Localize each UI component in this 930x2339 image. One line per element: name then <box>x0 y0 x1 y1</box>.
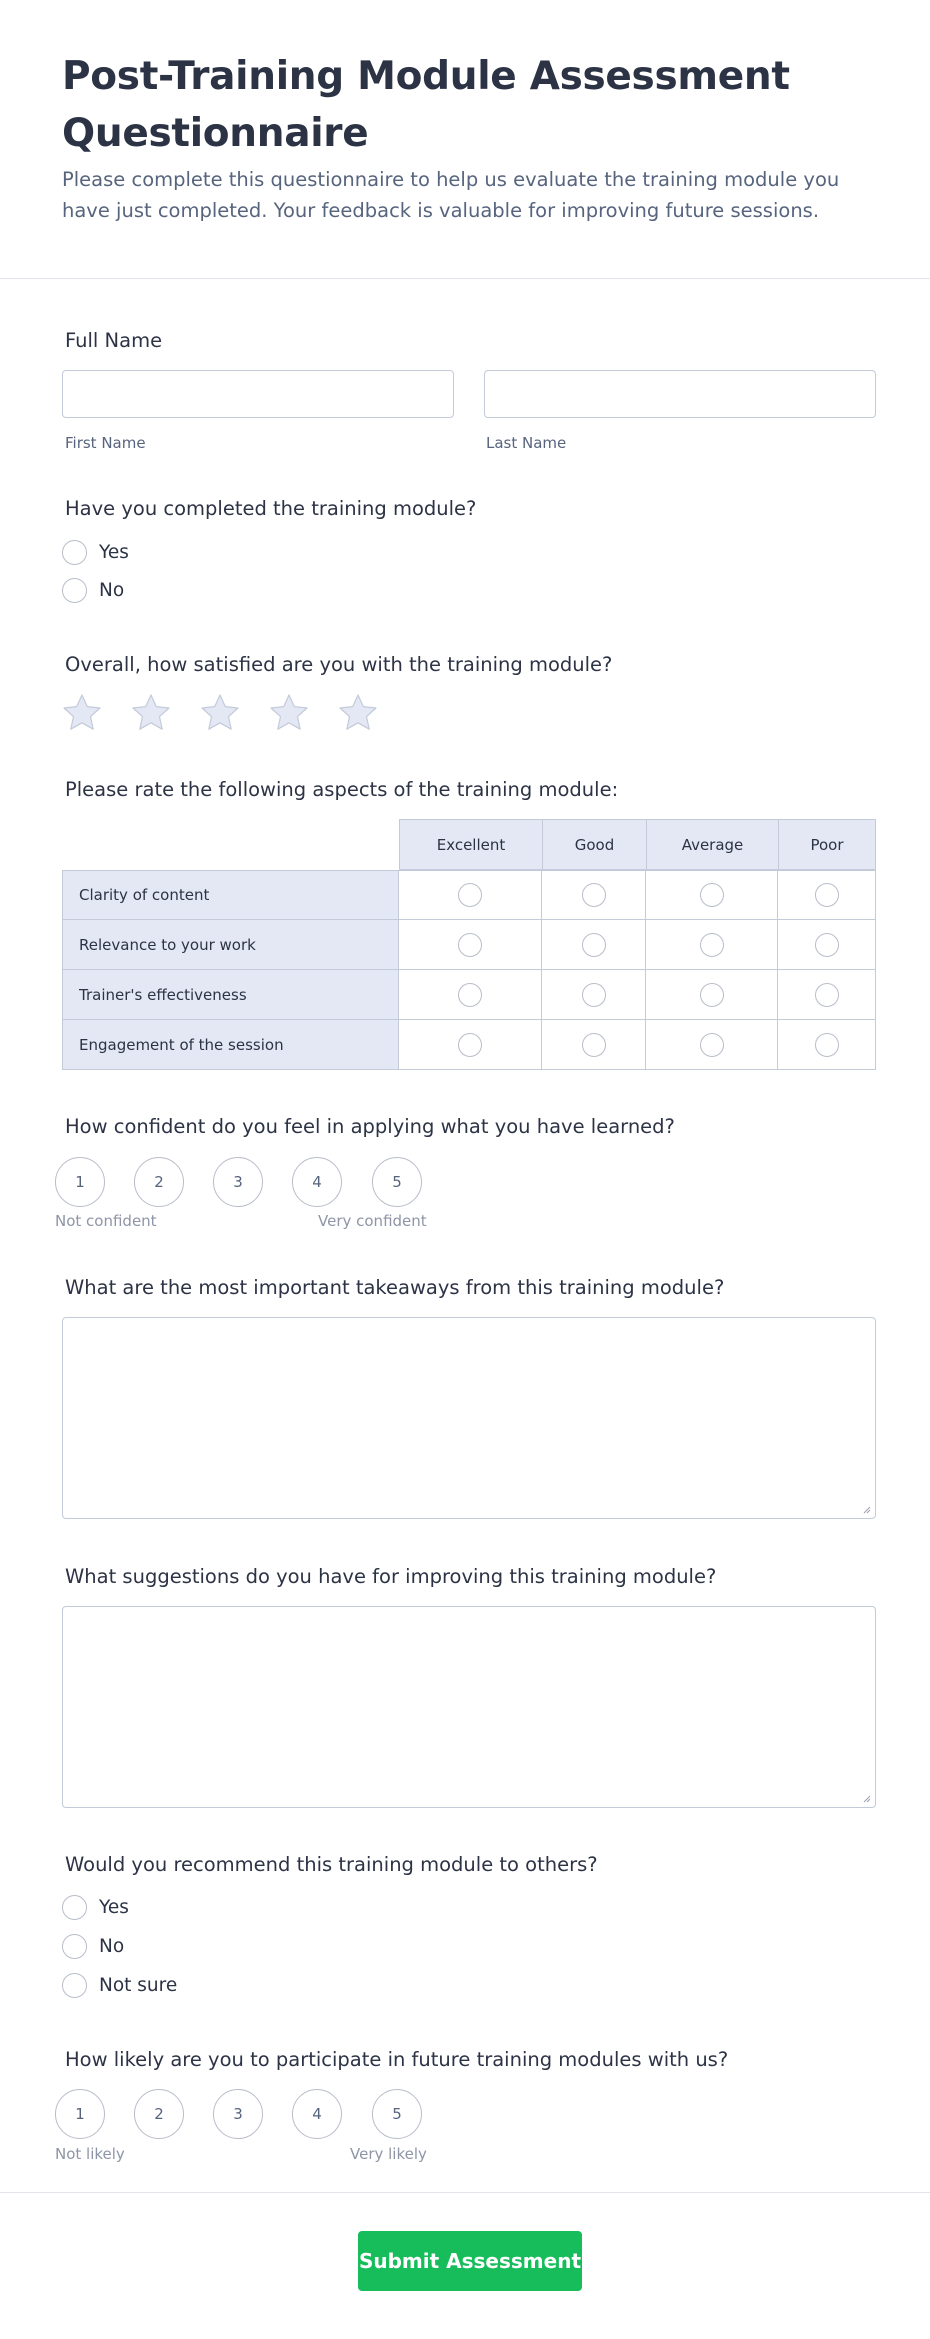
matrix-radio-relevance-average[interactable] <box>700 933 724 957</box>
completed-question-label: Have you completed the training module? <box>65 497 477 520</box>
recommend-option-no[interactable] <box>62 1933 124 1959</box>
future-scale-2[interactable]: 2 <box>134 2089 184 2139</box>
confidence-scale-2[interactable]: 2 <box>134 1157 184 1207</box>
option-label: Yes <box>99 1896 129 1918</box>
matrix-cell <box>399 920 542 970</box>
radio-button[interactable] <box>62 1895 87 1920</box>
completed-option-yes[interactable] <box>62 539 129 565</box>
star-icon[interactable] <box>62 693 102 733</box>
matrix-row-label: Engagement of the session <box>62 1020 399 1070</box>
radio-button[interactable] <box>62 1934 87 1959</box>
matrix-radio-clarity-excellent[interactable] <box>458 883 482 907</box>
matrix-cell <box>646 970 778 1020</box>
matrix-column-average: Average <box>646 819 778 870</box>
matrix-radio-relevance-excellent[interactable] <box>458 933 482 957</box>
matrix-radio-engagement-excellent[interactable] <box>458 1033 482 1057</box>
matrix-row-label: Trainer's effectiveness <box>62 970 399 1020</box>
radio-button[interactable] <box>62 540 87 565</box>
future-max-caption: Very likely <box>350 2145 427 2163</box>
radio-button[interactable] <box>62 578 87 603</box>
matrix-radio-engagement-poor[interactable] <box>815 1033 839 1057</box>
matrix-row-label: Clarity of content <box>62 870 399 920</box>
confidence-max-caption: Very confident <box>318 1212 427 1230</box>
first-name-input[interactable] <box>62 370 454 418</box>
option-label: Not sure <box>99 1974 178 1996</box>
matrix-cell <box>778 970 876 1020</box>
matrix-column-excellent: Excellent <box>399 819 542 870</box>
recommend-option-yes[interactable] <box>62 1894 129 1920</box>
future-scale-1[interactable]: 1 <box>55 2089 105 2139</box>
matrix-cell <box>399 1020 542 1070</box>
matrix-column-good: Good <box>542 819 646 870</box>
suggestions-textarea[interactable] <box>62 1606 876 1808</box>
star-icon[interactable] <box>131 693 171 733</box>
matrix-radio-engagement-average[interactable] <box>700 1033 724 1057</box>
page-title: Post-Training Module Assessment Questionnaire <box>62 54 790 156</box>
future-scale-4[interactable]: 4 <box>292 2089 342 2139</box>
future-scale-3[interactable]: 3 <box>213 2089 263 2139</box>
resize-grip-icon[interactable] <box>861 1793 871 1803</box>
matrix-radio-trainer-good[interactable] <box>582 983 606 1007</box>
page-subtitle: Please complete this questionnaire to help us evaluate the training module you have just completed. Your feedback is valuable for improving future sessions. <box>62 168 840 222</box>
matrix-radio-relevance-poor[interactable] <box>815 933 839 957</box>
matrix-radio-clarity-average[interactable] <box>700 883 724 907</box>
confidence-question-label: How confident do you feel in applying what you have learned? <box>65 1115 675 1138</box>
last-name-input[interactable] <box>484 370 876 418</box>
matrix-cell <box>778 1020 876 1070</box>
matrix-cell <box>542 920 646 970</box>
satisfaction-question-label: Overall, how satisfied are you with the training module? <box>65 653 613 676</box>
recommend-option-not-sure[interactable] <box>62 1972 177 1998</box>
matrix-radio-trainer-excellent[interactable] <box>458 983 482 1007</box>
suggestions-question-label: What suggestions do you have for improving this training module? <box>65 1565 717 1588</box>
matrix-cell <box>399 870 542 920</box>
matrix-radio-relevance-good[interactable] <box>582 933 606 957</box>
first-name-sublabel: First Name <box>65 434 146 452</box>
matrix-cell <box>778 870 876 920</box>
confidence-scale-3[interactable]: 3 <box>213 1157 263 1207</box>
matrix-column-poor: Poor <box>778 819 876 870</box>
last-name-sublabel: Last Name <box>486 434 567 452</box>
confidence-scale-4[interactable]: 4 <box>292 1157 342 1207</box>
matrix-radio-clarity-good[interactable] <box>582 883 606 907</box>
matrix-cell <box>542 870 646 920</box>
matrix-cell <box>646 920 778 970</box>
completed-option-no[interactable] <box>62 577 124 603</box>
matrix-cell <box>646 1020 778 1070</box>
future-min-caption: Not likely <box>55 2145 125 2163</box>
takeaways-question-label: What are the most important takeaways from this training module? <box>65 1276 725 1299</box>
footer-divider <box>0 2192 930 2193</box>
submit-button[interactable]: Submit Assessment <box>358 2231 582 2291</box>
aspects-question-label: Please rate the following aspects of the training module: <box>65 778 619 801</box>
matrix-cell <box>542 970 646 1020</box>
star-icon[interactable] <box>338 693 378 733</box>
matrix-cell <box>399 970 542 1020</box>
matrix-cell <box>646 870 778 920</box>
star-icon[interactable] <box>200 693 240 733</box>
option-label: Yes <box>99 541 129 563</box>
future-scale-5[interactable]: 5 <box>372 2089 422 2139</box>
confidence-scale-5[interactable]: 5 <box>372 1157 422 1207</box>
matrix-radio-engagement-good[interactable] <box>582 1033 606 1057</box>
matrix-radio-trainer-average[interactable] <box>700 983 724 1007</box>
future-question-label: How likely are you to participate in future training modules with us? <box>65 2048 729 2071</box>
confidence-scale-1[interactable]: 1 <box>55 1157 105 1207</box>
option-label: No <box>99 1935 125 1957</box>
recommend-question-label: Would you recommend this training module to others? <box>65 1853 598 1876</box>
confidence-min-caption: Not confident <box>55 1212 157 1230</box>
matrix-radio-trainer-poor[interactable] <box>815 983 839 1007</box>
resize-grip-icon[interactable] <box>861 1504 871 1514</box>
matrix-cell <box>542 1020 646 1070</box>
full-name-label: Full Name <box>65 329 163 352</box>
matrix-cell <box>778 920 876 970</box>
star-icon[interactable] <box>269 693 309 733</box>
rating-matrix <box>62 819 876 1070</box>
option-label: No <box>99 579 125 601</box>
form-header <box>0 0 930 279</box>
takeaways-textarea[interactable] <box>62 1317 876 1519</box>
matrix-radio-clarity-poor[interactable] <box>815 883 839 907</box>
radio-button[interactable] <box>62 1973 87 1998</box>
matrix-row-label: Relevance to your work <box>62 920 399 970</box>
